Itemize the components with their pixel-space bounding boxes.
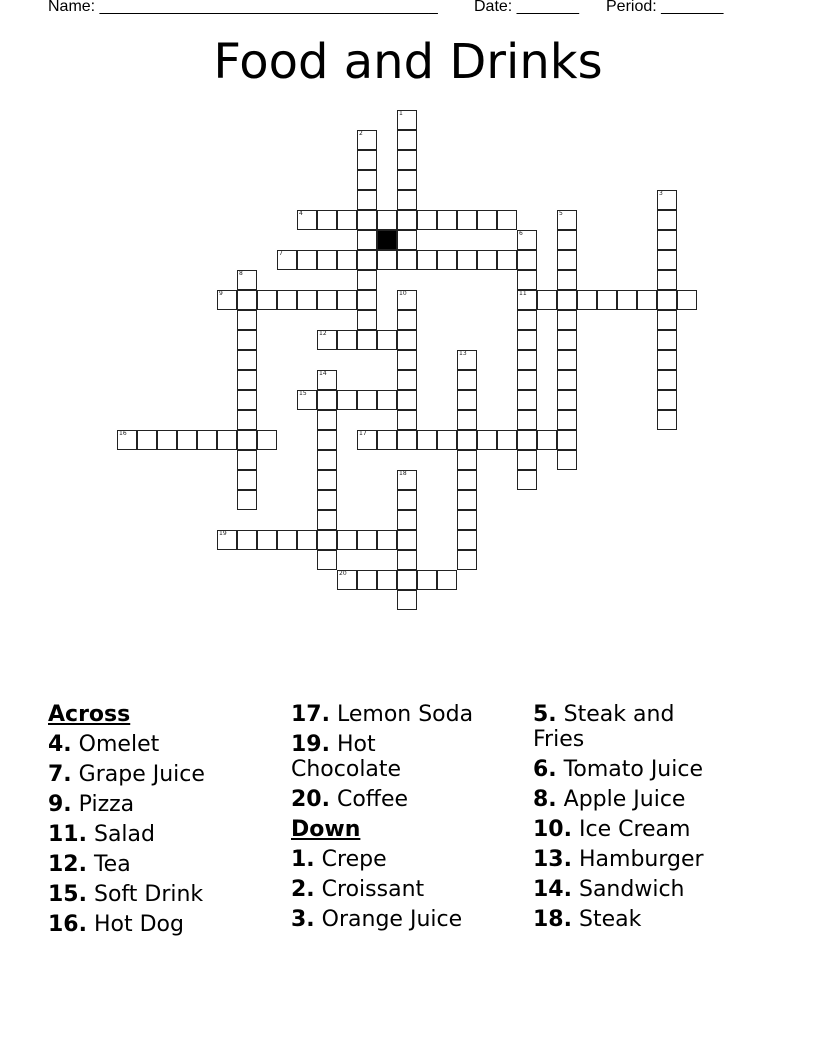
cell-number: 10 <box>399 290 407 297</box>
grid-cell[interactable] <box>317 330 337 350</box>
grid-cell[interactable] <box>657 190 677 210</box>
grid-cell[interactable] <box>297 530 317 550</box>
grid-cell[interactable] <box>317 250 337 270</box>
grid-cell[interactable] <box>177 430 197 450</box>
clue-number: 13. <box>533 847 572 872</box>
clue-number: 3. <box>291 907 315 932</box>
grid-cell[interactable] <box>557 430 577 450</box>
grid-cell[interactable] <box>617 290 637 310</box>
clue-text: Salad <box>93 822 155 847</box>
grid-cell[interactable] <box>297 210 317 230</box>
grid-cell[interactable] <box>237 430 257 450</box>
grid-cell[interactable] <box>237 330 257 350</box>
cell-number: 18 <box>399 470 407 477</box>
clue-text: Sandwich <box>578 877 685 902</box>
grid-cell[interactable] <box>537 430 557 450</box>
grid-cell[interactable] <box>517 350 537 370</box>
cell-number: 7 <box>279 250 283 257</box>
grid-cell[interactable] <box>657 250 677 270</box>
grid-cell[interactable] <box>317 290 337 310</box>
grid-cell[interactable] <box>237 350 257 370</box>
cell-number: 11 <box>519 290 527 297</box>
grid-cell[interactable] <box>397 510 417 530</box>
grid-cell[interactable] <box>397 470 417 490</box>
clue-text: Hot Dog <box>93 912 184 937</box>
grid-cell[interactable] <box>557 270 577 290</box>
grid-cell[interactable] <box>317 550 337 570</box>
cell-number: 4 <box>299 210 303 217</box>
grid-cell[interactable] <box>457 470 477 490</box>
grid-cell[interactable] <box>557 390 577 410</box>
period-field[interactable]: Period: _______ <box>606 0 724 15</box>
grid-cell[interactable] <box>277 290 297 310</box>
grid-cell[interactable] <box>517 250 537 270</box>
grid-cell[interactable] <box>357 210 377 230</box>
grid-cell[interactable] <box>477 430 497 450</box>
clue-number: 12. <box>48 852 87 877</box>
grid-cell[interactable] <box>357 530 377 550</box>
grid-cell[interactable] <box>657 390 677 410</box>
clue-text: Pizza <box>78 792 135 817</box>
grid-cell[interactable] <box>517 450 537 470</box>
clue-down-18 <box>533 907 768 932</box>
grid-cell[interactable] <box>497 430 517 450</box>
grid-cell[interactable] <box>337 390 357 410</box>
cell-number: 6 <box>519 230 523 237</box>
grid-cell[interactable] <box>117 430 137 450</box>
name-field[interactable]: Name: ______________________________________ <box>48 0 438 15</box>
grid-cell[interactable] <box>357 390 377 410</box>
clue-across-16 <box>48 912 283 937</box>
grid-cell[interactable] <box>357 330 377 350</box>
clue-across-11 <box>48 822 283 847</box>
grid-cell[interactable] <box>397 350 417 370</box>
clue-text: Soft Drink <box>93 882 204 907</box>
grid-cell[interactable] <box>657 410 677 430</box>
grid-cell[interactable] <box>397 130 417 150</box>
grid-cell[interactable] <box>357 570 377 590</box>
clue-column-2 <box>291 702 516 937</box>
grid-cell[interactable] <box>237 390 257 410</box>
grid-cell[interactable] <box>557 350 577 370</box>
clue-number: 17. <box>291 702 330 727</box>
grid-cell[interactable] <box>377 570 397 590</box>
cell-number: 14 <box>319 370 327 377</box>
grid-cell[interactable] <box>377 250 397 270</box>
grid-cell[interactable] <box>377 210 397 230</box>
clue-column-3 <box>533 702 768 937</box>
grid-cell[interactable] <box>637 290 657 310</box>
grid-cell[interactable] <box>237 490 257 510</box>
grid-cell[interactable] <box>397 170 417 190</box>
clue-number: 2. <box>291 877 315 902</box>
grid-cell[interactable] <box>457 350 477 370</box>
clue-text: Tea <box>93 852 131 877</box>
grid-cell[interactable] <box>397 530 417 550</box>
grid-cell[interactable] <box>417 210 437 230</box>
grid-cell[interactable] <box>457 530 477 550</box>
grid-cell[interactable] <box>657 310 677 330</box>
grid-cell[interactable] <box>437 570 457 590</box>
grid-cell[interactable] <box>677 290 697 310</box>
grid-cell[interactable] <box>297 290 317 310</box>
crossword-grid <box>117 110 717 630</box>
clue-number: 4. <box>48 732 72 757</box>
grid-cell[interactable] <box>457 550 477 570</box>
grid-cell[interactable] <box>357 270 377 290</box>
grid-cell[interactable] <box>157 430 177 450</box>
clue-column-1 <box>48 702 283 942</box>
clue-across-20 <box>291 787 516 812</box>
grid-cell[interactable] <box>517 310 537 330</box>
grid-cell[interactable] <box>397 390 417 410</box>
cell-number: 19 <box>219 530 227 537</box>
grid-cell[interactable] <box>517 390 537 410</box>
clue-text: Lemon Soda <box>336 702 474 727</box>
clue-text: Orange Juice <box>321 907 463 932</box>
grid-cell[interactable] <box>497 250 517 270</box>
grid-cell[interactable] <box>537 290 557 310</box>
clue-across-15 <box>48 882 283 907</box>
clue-text: Grape Juice <box>78 762 205 787</box>
grid-cell[interactable] <box>657 230 677 250</box>
grid-cell[interactable] <box>237 270 257 290</box>
clue-number: 9. <box>48 792 72 817</box>
grid-cell[interactable] <box>317 530 337 550</box>
grid-cell[interactable] <box>397 310 417 330</box>
clue-across-9 <box>48 792 283 817</box>
grid-cell[interactable] <box>397 590 417 610</box>
cell-number: 9 <box>219 290 223 297</box>
grid-cell[interactable] <box>517 470 537 490</box>
cell-number: 5 <box>559 210 563 217</box>
clue-number: 8. <box>533 787 557 812</box>
grid-cell[interactable] <box>237 530 257 550</box>
grid-cell[interactable] <box>397 330 417 350</box>
grid-cell[interactable] <box>457 390 477 410</box>
clue-down-6 <box>533 757 768 782</box>
cell-number: 3 <box>659 190 663 197</box>
grid-cell[interactable] <box>217 430 237 450</box>
grid-cell[interactable] <box>657 370 677 390</box>
grid-cell[interactable] <box>377 390 397 410</box>
clue-number: 18. <box>533 907 572 932</box>
grid-cell[interactable] <box>197 430 217 450</box>
grid-cell[interactable] <box>357 310 377 330</box>
grid-cell[interactable] <box>557 210 577 230</box>
grid-cell[interactable] <box>497 210 517 230</box>
grid-cell[interactable] <box>557 370 577 390</box>
clue-text: Crepe <box>321 847 387 872</box>
grid-cell[interactable] <box>277 250 297 270</box>
grid-cell[interactable] <box>357 190 377 210</box>
clue-text: Ice Cream <box>578 817 691 842</box>
grid-cell[interactable] <box>237 290 257 310</box>
grid-cell[interactable] <box>457 410 477 430</box>
grid-cell[interactable] <box>597 290 617 310</box>
grid-cell[interactable] <box>217 290 237 310</box>
grid-cell[interactable] <box>297 250 317 270</box>
grid-cell[interactable] <box>317 390 337 410</box>
grid-cell[interactable] <box>477 210 497 230</box>
grid-cell[interactable] <box>317 210 337 230</box>
clue-text: Hamburger <box>578 847 704 872</box>
grid-cell[interactable] <box>397 550 417 570</box>
grid-cell[interactable] <box>277 530 297 550</box>
clue-number: 19. <box>291 732 330 757</box>
clue-down-13 <box>533 847 768 872</box>
cell-number: 8 <box>239 270 243 277</box>
grid-cell[interactable] <box>517 410 537 430</box>
grid-cell[interactable] <box>237 370 257 390</box>
grid-cell[interactable] <box>337 250 357 270</box>
grid-cell[interactable] <box>657 330 677 350</box>
grid-cell[interactable] <box>517 230 537 250</box>
grid-cell[interactable] <box>557 250 577 270</box>
grid-cell[interactable] <box>237 410 257 430</box>
grid-cell[interactable] <box>517 290 537 310</box>
grid-cell[interactable] <box>397 230 417 250</box>
grid-cell[interactable] <box>357 230 377 250</box>
clue-down-10 <box>533 817 768 842</box>
clue-number: 7. <box>48 762 72 787</box>
grid-cell[interactable] <box>357 290 377 310</box>
grid-cell[interactable] <box>657 270 677 290</box>
grid-cell[interactable] <box>397 210 417 230</box>
page-title: Food and Drinks <box>213 34 603 90</box>
grid-cell[interactable] <box>517 330 537 350</box>
grid-cell[interactable] <box>577 290 597 310</box>
grid-cell[interactable] <box>437 430 457 450</box>
grid-cell[interactable] <box>357 250 377 270</box>
grid-cell[interactable] <box>657 350 677 370</box>
clue-across-19 <box>291 732 441 782</box>
grid-cell[interactable] <box>557 450 577 470</box>
grid-cell[interactable] <box>337 210 357 230</box>
cell-number: 20 <box>339 570 347 577</box>
grid-cell[interactable] <box>397 410 417 430</box>
cell-number: 15 <box>299 390 307 397</box>
grid-cell[interactable] <box>397 570 417 590</box>
grid-cell[interactable] <box>217 530 237 550</box>
grid-cell[interactable] <box>657 290 677 310</box>
clue-down-3 <box>291 907 516 932</box>
clue-number: 5. <box>533 702 557 727</box>
grid-cell[interactable] <box>517 370 537 390</box>
down-heading: Down <box>291 817 361 842</box>
grid-cell[interactable] <box>377 330 397 350</box>
grid-cell[interactable] <box>457 450 477 470</box>
grid-cell[interactable] <box>557 330 577 350</box>
grid-cell[interactable] <box>237 310 257 330</box>
grid-cell[interactable] <box>237 470 257 490</box>
clue-across-17 <box>291 702 516 727</box>
cell-number: 16 <box>119 430 127 437</box>
grid-cell[interactable] <box>297 390 317 410</box>
cell-number: 1 <box>399 110 403 117</box>
grid-cell[interactable] <box>557 410 577 430</box>
grid-cell[interactable] <box>257 530 277 550</box>
grid-cell[interactable] <box>317 490 337 510</box>
clue-number: 6. <box>533 757 557 782</box>
grid-cell[interactable] <box>477 250 497 270</box>
black-cell <box>377 230 397 250</box>
grid-cell[interactable] <box>457 490 477 510</box>
grid-cell[interactable] <box>337 530 357 550</box>
clue-down-14 <box>533 877 768 902</box>
grid-cell[interactable] <box>457 250 477 270</box>
grid-cell[interactable] <box>357 170 377 190</box>
clue-text: Steak and Fries <box>533 702 675 752</box>
grid-cell[interactable] <box>317 370 337 390</box>
grid-cell[interactable] <box>397 370 417 390</box>
grid-cell[interactable] <box>337 330 357 350</box>
grid-cell[interactable] <box>317 510 337 530</box>
cell-number: 13 <box>459 350 467 357</box>
grid-cell[interactable] <box>257 290 277 310</box>
grid-cell[interactable] <box>457 370 477 390</box>
clue-text: Croissant <box>321 877 425 902</box>
grid-cell[interactable] <box>357 130 377 150</box>
grid-cell[interactable] <box>337 570 357 590</box>
clue-down-2 <box>291 877 516 902</box>
clue-down-8 <box>533 787 768 812</box>
clue-text: Hot Chocolate <box>291 732 402 782</box>
grid-cell[interactable] <box>437 250 457 270</box>
grid-cell[interactable] <box>417 570 437 590</box>
clue-number: 20. <box>291 787 330 812</box>
grid-cell[interactable] <box>257 430 277 450</box>
clue-text: Omelet <box>78 732 160 757</box>
grid-cell[interactable] <box>457 210 477 230</box>
grid-cell[interactable] <box>437 210 457 230</box>
clue-number: 14. <box>533 877 572 902</box>
grid-cell[interactable] <box>457 430 477 450</box>
date-field[interactable]: Date: _______ <box>474 0 579 15</box>
clue-number: 16. <box>48 912 87 937</box>
clue-number: 15. <box>48 882 87 907</box>
grid-cell[interactable] <box>137 430 157 450</box>
cell-number: 2 <box>359 130 363 137</box>
grid-cell[interactable] <box>397 150 417 170</box>
clue-number: 10. <box>533 817 572 842</box>
clue-text: Coffee <box>336 787 409 812</box>
clue-down-1 <box>291 847 516 872</box>
grid-cell[interactable] <box>317 430 337 450</box>
grid-cell[interactable] <box>557 290 577 310</box>
clue-text: Apple Juice <box>563 787 686 812</box>
grid-cell[interactable] <box>397 110 417 130</box>
grid-cell[interactable] <box>397 490 417 510</box>
clue-across-7 <box>48 762 283 787</box>
grid-cell[interactable] <box>237 450 257 470</box>
clue-number: 1. <box>291 847 315 872</box>
grid-cell[interactable] <box>657 210 677 230</box>
grid-cell[interactable] <box>377 430 397 450</box>
grid-cell[interactable] <box>397 430 417 450</box>
grid-cell[interactable] <box>557 310 577 330</box>
grid-cell[interactable] <box>457 510 477 530</box>
grid-cell[interactable] <box>377 530 397 550</box>
clue-text: Tomato Juice <box>563 757 703 782</box>
grid-cell[interactable] <box>317 410 337 430</box>
cell-number: 12 <box>319 330 327 337</box>
grid-cell[interactable] <box>337 290 357 310</box>
grid-cell[interactable] <box>397 190 417 210</box>
grid-cell[interactable] <box>357 150 377 170</box>
grid-cell[interactable] <box>397 290 417 310</box>
grid-cell[interactable] <box>317 450 337 470</box>
grid-cell[interactable] <box>517 430 537 450</box>
grid-cell[interactable] <box>397 250 417 270</box>
grid-cell[interactable] <box>317 470 337 490</box>
grid-cell[interactable] <box>557 230 577 250</box>
clue-text: Steak <box>578 907 642 932</box>
grid-cell[interactable] <box>417 430 437 450</box>
grid-cell[interactable] <box>417 250 437 270</box>
clue-across-4 <box>48 732 283 757</box>
clue-down-5 <box>533 702 708 752</box>
clue-across-12 <box>48 852 283 877</box>
clue-number: 11. <box>48 822 87 847</box>
grid-cell[interactable] <box>517 270 537 290</box>
across-heading: Across <box>48 702 131 727</box>
cell-number: 17 <box>359 430 367 437</box>
grid-cell[interactable] <box>357 430 377 450</box>
